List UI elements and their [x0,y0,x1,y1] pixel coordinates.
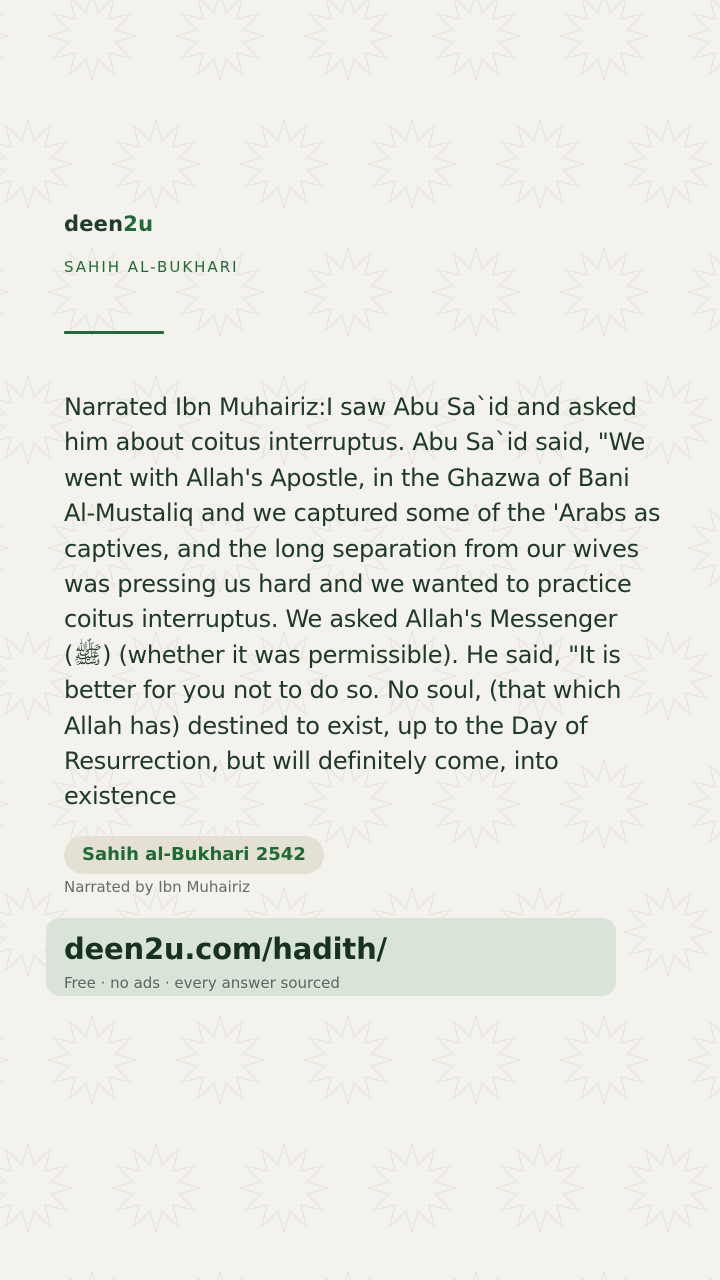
brand-name-accent: 2u [123,212,154,236]
hadith-text: Narrated Ibn Muhairiz:I saw Abu Sa`id and asked him about coitus interruptus. Abu Sa`id said, "We went with Allah's Apostle, in the Ghazwa of Bani Al-Mustaliq and we captured some of the 'Arabs as captives, and the long separation from our wives was pressing us hard and we wanted to practice coitus interruptus. We asked Allah's Messenger (ﷺ) (whether it was permissible). He said, "It is better for you not to do so. No soul, (that which Allah has) destined to exist, up to the Day of Resurrection, but will definitely come, into existence [64,393,661,811]
reference-chip[interactable]: Sahih al-Bukhari 2542 [64,836,324,874]
brand-logo [64,212,153,236]
cta-link-box[interactable] [46,918,616,996]
brand-name-main: deen [64,212,124,236]
cta-tagline: Free · no ads · every answer sourced [64,974,340,992]
divider [64,331,164,334]
cta-url[interactable]: deen2u.com/hadith/ [64,932,387,966]
narrator-label: Narrated by Ibn Muhairiz [64,878,250,896]
collection-label: SAHIH AL-BUKHARI [64,258,239,276]
